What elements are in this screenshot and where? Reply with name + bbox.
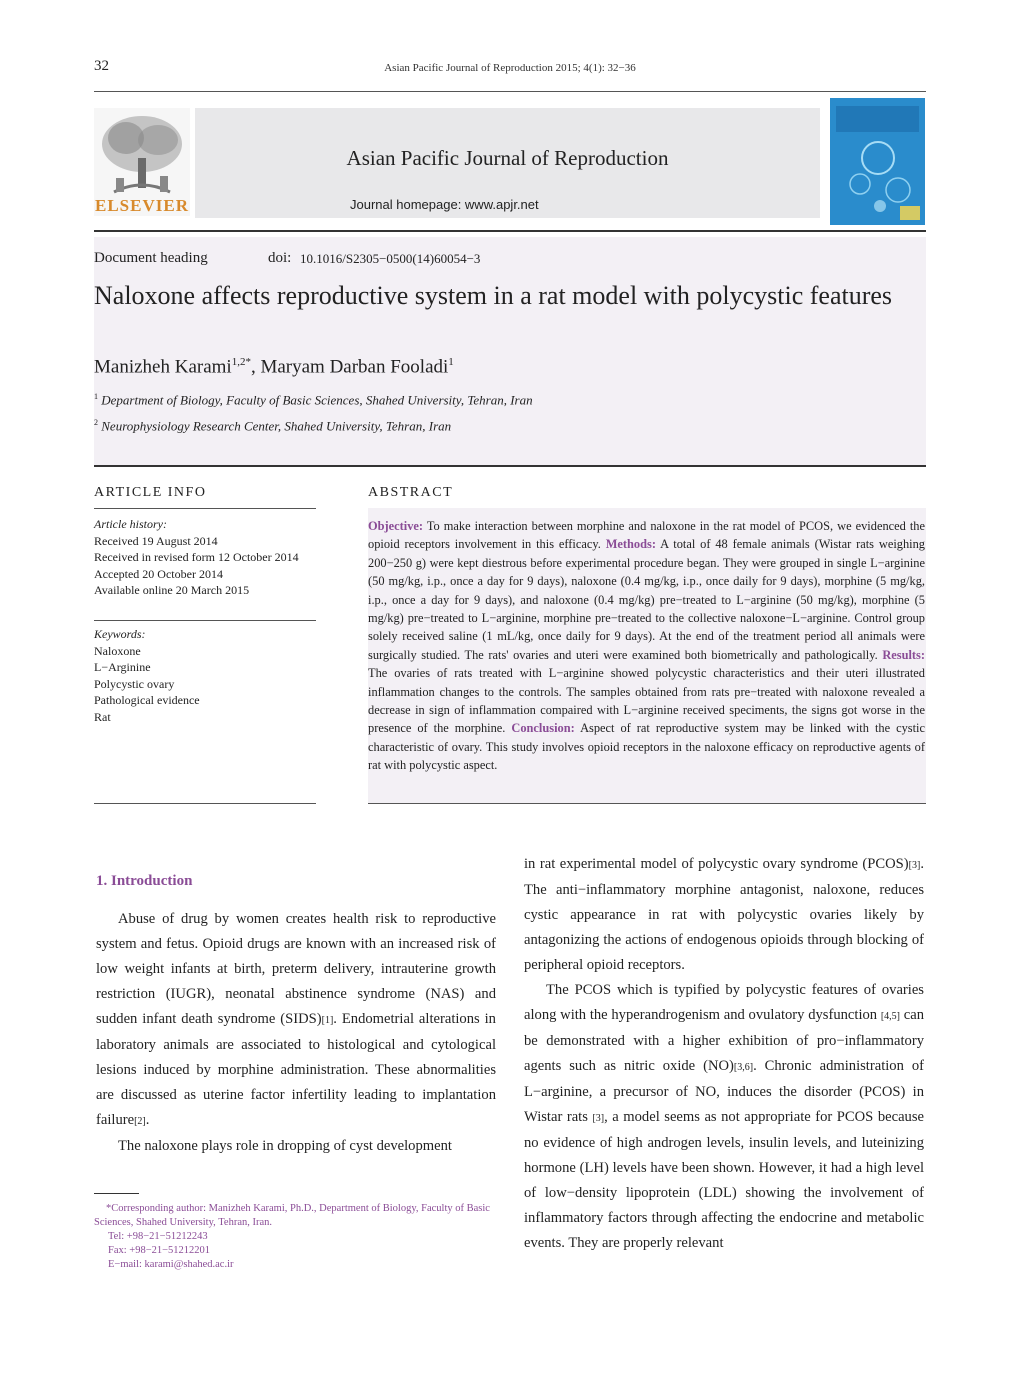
keyword: L−Arginine [94, 660, 151, 674]
abstract-results: The ovaries of rats treated with L−arginine showed polycystic characteristics and their uteri illustrated inflammation changes to the controls. The samples obtained from rats pre−treated with naloxone revealed a decrease in sign of inflammation compaired with L−arginine received speciments, the signs got worse in the presence of the morphine. [368, 666, 925, 736]
paragraph-text: The PCOS which is typified by polycystic features of ovaries along with the hyperandrogenism and ovulatory dysfunction [524, 982, 924, 1023]
paragraph-text: can be demonstrated with a higher exhibition of pro−inflammatory agents such as nitric oxide (NO) [524, 1007, 924, 1074]
paragraph-text: in rat experimental model of polycystic ovary syndrome (PCOS) [524, 856, 909, 872]
author-list [94, 356, 454, 378]
affiliation-marker: 2 [94, 418, 98, 427]
elsevier-wordmark: ELSEVIER [95, 196, 189, 215]
doi-value[interactable]: 10.1016/S2305−0500(14)60054−3 [300, 251, 481, 266]
history-item: Accepted 20 October 2014 [94, 566, 223, 581]
paragraph-text: . Endometrial alterations in laboratory animals are associated to histological and cytological lesions induced by morphine administration. These abnormalities are discussed as uterine factor infertility leading to implantation failure [96, 1011, 496, 1128]
abstract-objective: To make interaction between morphine and naloxone in the rat model of PCOS, we evidenced the opioid receptors involvement in this efficacy. [368, 519, 925, 552]
history-item: Received in revised form 12 October 2014 [94, 550, 299, 564]
journal-title: Asian Pacific Journal of Reproduction [346, 146, 669, 170]
body-paragraph [524, 852, 924, 978]
affiliation-2 [94, 418, 451, 434]
keywords-label: Keywords: [94, 627, 146, 641]
abstract-conclusion-label: Conclusion: [511, 721, 575, 736]
keyword: Pathological evidence [94, 693, 200, 707]
left-column [96, 907, 496, 1159]
article-info-rule [94, 508, 316, 509]
keyword: Naloxone [94, 643, 141, 658]
page-number: 32 [94, 58, 109, 74]
keywords-rule [94, 620, 316, 621]
history-item: Received 19 August 2014 [94, 533, 218, 548]
corresponding-author: *Corresponding author: Manizheh Karami, Ph.D., Department of Biology, Faculty of Basic Sciences, Shahed University, Tehran, Iran. [94, 1203, 490, 1228]
abstract-objective-label: Objective: [368, 519, 424, 533]
citation[interactable]: [3] [908, 860, 921, 871]
journal-cover-image [830, 98, 925, 225]
abstract-results-label: Results: [882, 647, 925, 662]
article-info-bottom-rule [94, 803, 316, 804]
author-name: Maryam Darban Fooladi [260, 356, 449, 378]
citation[interactable]: [3,6] [733, 1062, 754, 1073]
body-paragraph: The naloxone plays role in dropping of cyst development [118, 1138, 452, 1154]
history-item: Available online 20 March 2015 [94, 583, 250, 597]
paragraph-text: . The anti−inflammatory morphine antagonist, naloxone, reduces cystic appearance in rat with polycystic ovaries likely by antagonizing the actions of endogenous opioids through blocking of peripheral opioid receptors. [524, 856, 924, 973]
author-name: Manizheh Karami [94, 356, 232, 378]
keyword: Polycystic ovary [94, 676, 175, 691]
paragraph-text: Abuse of drug by women creates health risk to reproductive system and fetus. Opioid drugs are known with an increased risk of low weight infants at birth, preterm delivery, intrauterine growth restriction (IUGR), neonatal abstinence syndrome (NAS) and sudden infant death syndrome (SIDS) [96, 911, 496, 1027]
introduction-heading: 1. Introduction [96, 873, 193, 889]
author-affiliation-marker: 1,2* [231, 356, 251, 368]
article-history [94, 516, 316, 599]
author-affiliation-marker: 1 [448, 356, 454, 368]
corresponding-author-footnote [94, 1202, 496, 1272]
doi-label: doi: [268, 250, 292, 266]
running-head: Asian Pacific Journal of Reproduction 2015; 4(1): 32−36 [384, 62, 636, 74]
citation[interactable]: [3] [592, 1113, 605, 1124]
citation[interactable]: [2] [134, 1116, 146, 1127]
footnote-tel: Tel: +98−21−51212243 [108, 1231, 208, 1242]
paragraph-text: . Chronic administration of L−arginine, a precursor of NO, induces the disorder (PCOS) in Wistar rats [524, 1058, 924, 1125]
abstract-bottom-rule [368, 803, 926, 804]
document-heading: Document heading [94, 250, 208, 266]
footnote-fax: Fax: +98−21−51212201 [108, 1245, 211, 1256]
footnote-email[interactable]: E−mail: karami@shahed.ac.ir [108, 1259, 234, 1270]
abstract-methods: A total of 48 female animals (Wistar rats weighing 200−250 g) were kept diestrous before experimental procedure began. They were grouped in single L−arginine (50 mg/kg, i.p., once a day for 9 days), naloxone (0.4 mg/kg, i.p., once daily for 9 days), morphine (5 mg/kg, i.p., once a day for 9 days), and naloxone (0.4 mg/kg) pre−treated to L−arginine (50 mg/kg), morphine (5 mg/kg) pre−treated to L−arginine, morphine pre−treated to the collective naloxone−L−arginine. Control group solely received saline (1 mL/kg, once daily for 9 days). At the end of the treatment period all animals were surgically studied. The rats' ovaries and uteri were examined both biometrically and pathologically. [368, 537, 925, 662]
body-paragraph [524, 978, 924, 1256]
history-label: Article history: [94, 517, 167, 531]
right-column [524, 852, 924, 1256]
journal-homepage-link[interactable]: Journal homepage: www.apjr.net [350, 197, 539, 212]
citation[interactable]: [4,5] [880, 1011, 901, 1022]
abstract-heading: ABSTRACT [368, 485, 454, 500]
abstract-conclusion: Aspect of rat reproductive system may be linked with the cystic characteristic of ovary. This study involves opioid receptors in the naloxone efficacy on reproductive agents of rat with polycystic aspect. [368, 721, 925, 773]
paragraph-text: , a model seems as not appropriate for PCOS because no evidence of high androgen levels, insulin levels, and luteinizing hormone (LH) levels have been shown. However, it had a high level of low−density lipoprotein (LDL) showing the involvement of inflammatory factors through affecting the endocrine and metabolic events. They are properly relevant [524, 1109, 924, 1251]
header-bottom-rule [94, 230, 926, 232]
author-separator: , [250, 356, 261, 378]
keywords-list [94, 626, 316, 725]
affiliation-text: Neurophysiology Research Center, Shahed University, Tehran, Iran [101, 418, 452, 434]
title-block-rule [94, 465, 926, 467]
abstract-methods-label: Methods: [605, 537, 656, 552]
keyword: Rat [94, 709, 111, 724]
article-title: Naloxone affects reproductive system in a rat model with polycystic features [94, 281, 893, 310]
affiliation-marker: 1 [94, 392, 98, 401]
citation[interactable]: [1] [321, 1015, 334, 1026]
body-paragraph [96, 907, 496, 1134]
abstract-text [368, 517, 925, 775]
article-info-heading: ARTICLE INFO [94, 485, 207, 500]
header-rule [94, 91, 926, 92]
footnote-rule [94, 1193, 139, 1194]
paragraph-text: . [145, 1112, 150, 1128]
affiliation-1 [94, 392, 533, 408]
affiliation-text: Department of Biology, Faculty of Basic Sciences, Shahed University, Tehran, Iran [101, 392, 533, 408]
